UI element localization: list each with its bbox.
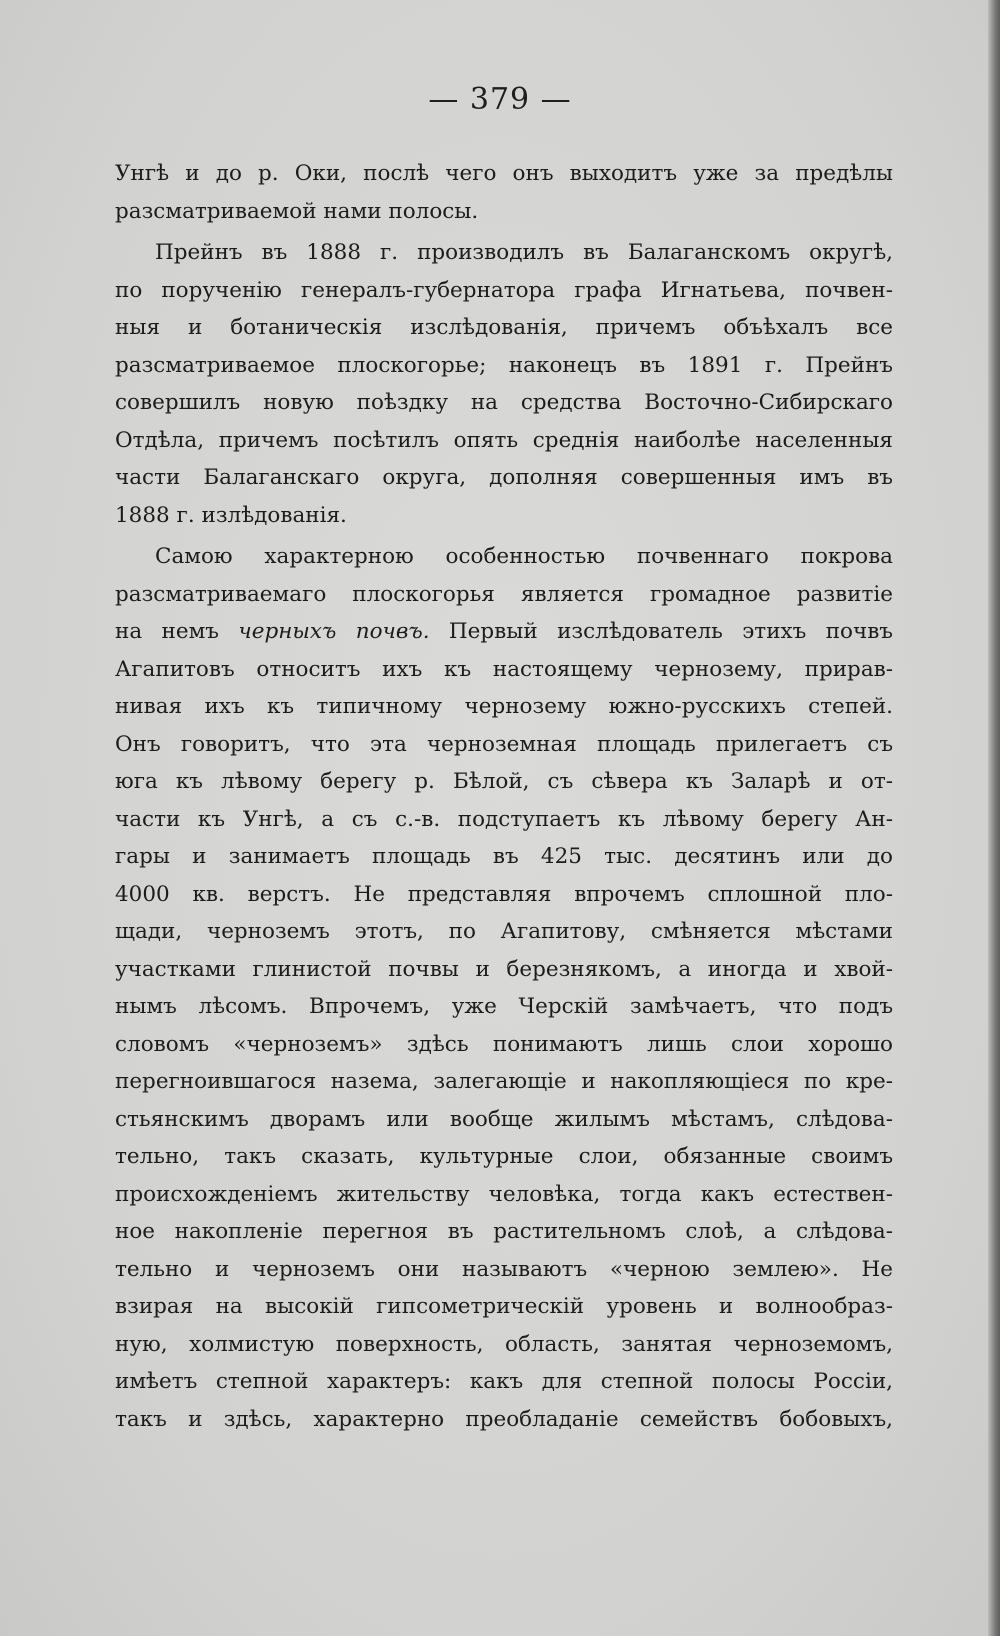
text-line-content: Онъ говоритъ, что эта черноземная площадь прилегаетъ съ	[115, 731, 893, 757]
text-line-content: разсматриваемое плоскогорье; наконецъ въ 1891 г. Прейнъ	[115, 352, 893, 378]
text-line-content: части къ Унгѣ, а съ с.-в. подступаетъ къ лѣвому берегу Ан-	[115, 806, 893, 832]
text-line	[115, 1138, 893, 1176]
text-line	[115, 384, 893, 422]
text-line-content: словомъ «черноземъ» здѣсь понимаютъ лишь слои хорошо	[115, 1031, 893, 1057]
text-line-content: Прейнъ въ 1888 г. производилъ въ Балаганскомъ округѣ,	[155, 240, 893, 265]
text-line-content: гары и занимаетъ площадь въ 425 тыс. десятинъ или до	[115, 844, 893, 869]
text-line-content: нивая ихъ къ типичному чернозему южно-русскихъ степей.	[115, 694, 893, 719]
text-line	[115, 913, 893, 951]
text-line	[115, 1063, 893, 1101]
text-line-content: такъ и здѣсь, характерно преобладаніе семействъ бобовыхъ,	[115, 1406, 893, 1432]
text-line	[115, 838, 893, 876]
text-line-content: перегноившагося назема, залегающіе и накопляющіеся по кре-	[115, 1069, 893, 1094]
text-line-content: тельно и черноземъ они называютъ «черною землею». Не	[115, 1256, 893, 1282]
text-line	[115, 234, 893, 272]
text-line-content: ное накопленіе перегноя въ растительномъ слоѣ, а слѣдова-	[115, 1219, 893, 1244]
text-line	[115, 459, 893, 497]
text-line	[115, 347, 893, 385]
text-line	[115, 1288, 893, 1326]
text-line-content: совершилъ новую поѣздку на средства Восточно-Сибирскаго	[115, 390, 893, 415]
text-line	[115, 272, 893, 310]
text-line	[115, 576, 893, 614]
text-line-content: Самою характерною особенностью почвеннаго покрова	[155, 544, 893, 569]
text-line	[115, 726, 893, 764]
text-line-content: нымъ лѣсомъ. Впрочемъ, уже Черскій замѣчаетъ, что подъ	[115, 994, 893, 1019]
text-line-content: Отдѣла, причемъ посѣтилъ опять среднія наиболѣе населенныя	[115, 427, 893, 453]
text-line	[115, 876, 893, 914]
text-line-content: стьянскимъ дворамъ или вообще жилымъ мѣстамъ, слѣдова-	[115, 1106, 893, 1132]
text-line-content: имѣетъ степной характеръ: какъ для степной полосы Россіи,	[115, 1369, 893, 1394]
text-line-content: разсматриваемаго плоскогорья является громадное развитіе	[115, 581, 893, 607]
text-line	[115, 801, 893, 839]
text-line-content: ныя и ботаническія изслѣдованія, причемъ объѣхалъ все	[115, 315, 893, 340]
text-line	[115, 497, 893, 535]
text-line	[115, 1251, 893, 1289]
page-edge-shadow	[988, 0, 1000, 1636]
text-line-content: тельно, такъ сказать, культурные слои, обязанные своимъ	[115, 1144, 893, 1169]
text-line-content: разсматриваемой нами полосы.	[115, 198, 479, 224]
text-line-content: участками глинистой почвы и березнякомъ, а иногда и хвой-	[115, 956, 893, 982]
text-line-content: ную, холмистую поверхность, область, занятая черноземомъ,	[115, 1331, 893, 1357]
text-line	[115, 193, 893, 231]
page-number: — 379 —	[428, 82, 572, 117]
text-line-content: части Балаганскаго округа, дополняя совершенныя имъ въ	[115, 465, 893, 490]
text-line	[115, 1176, 893, 1214]
text-line-content: 4000 кв. верстъ. Не представляя впрочемъ сплошной пло-	[115, 881, 893, 907]
text-line	[115, 538, 893, 576]
text-line-content: на немъ	[115, 619, 219, 644]
text-line	[115, 988, 893, 1026]
text-line-content: происхожденіемъ жительству человѣка, тогда какъ естествен-	[115, 1181, 893, 1207]
body-text	[115, 155, 893, 1438]
text-line-content: юга къ лѣвому берегу р. Бѣлой, съ сѣвера къ Заларѣ и от-	[115, 769, 893, 794]
text-line	[115, 1101, 893, 1139]
text-line-content: Унгѣ и до р. Оки, послѣ чего онъ выходитъ уже за предѣлы	[115, 161, 893, 186]
text-line-continuation: Первый изслѣдователь этихъ почвъ	[429, 619, 893, 644]
text-line	[115, 1026, 893, 1064]
text-line	[115, 1363, 893, 1401]
text-line-content: Агапитовъ относитъ ихъ къ настоящему чернозему, прирав-	[115, 656, 893, 682]
text-line	[115, 422, 893, 460]
text-line-content: щади, черноземъ этотъ, по Агапитову, смѣняется мѣстами	[115, 919, 893, 944]
text-line	[115, 688, 893, 726]
text-line	[115, 1401, 893, 1439]
text-line	[115, 651, 893, 689]
text-line-content: по порученію генералъ-губернатора графа Игнатьева, почвен-	[115, 277, 893, 303]
text-line	[115, 1213, 893, 1251]
text-line-content: 1888 г. излѣдованія.	[115, 502, 347, 528]
text-line	[115, 155, 893, 193]
text-line	[115, 309, 893, 347]
text-line	[115, 763, 893, 801]
text-line	[115, 951, 893, 989]
text-line	[115, 613, 893, 651]
text-line	[115, 1326, 893, 1364]
italic-term: черныхъ почвъ.	[238, 619, 430, 644]
text-line-content: взирая на высокій гипсометрическій уровень и волнообраз-	[115, 1294, 893, 1319]
